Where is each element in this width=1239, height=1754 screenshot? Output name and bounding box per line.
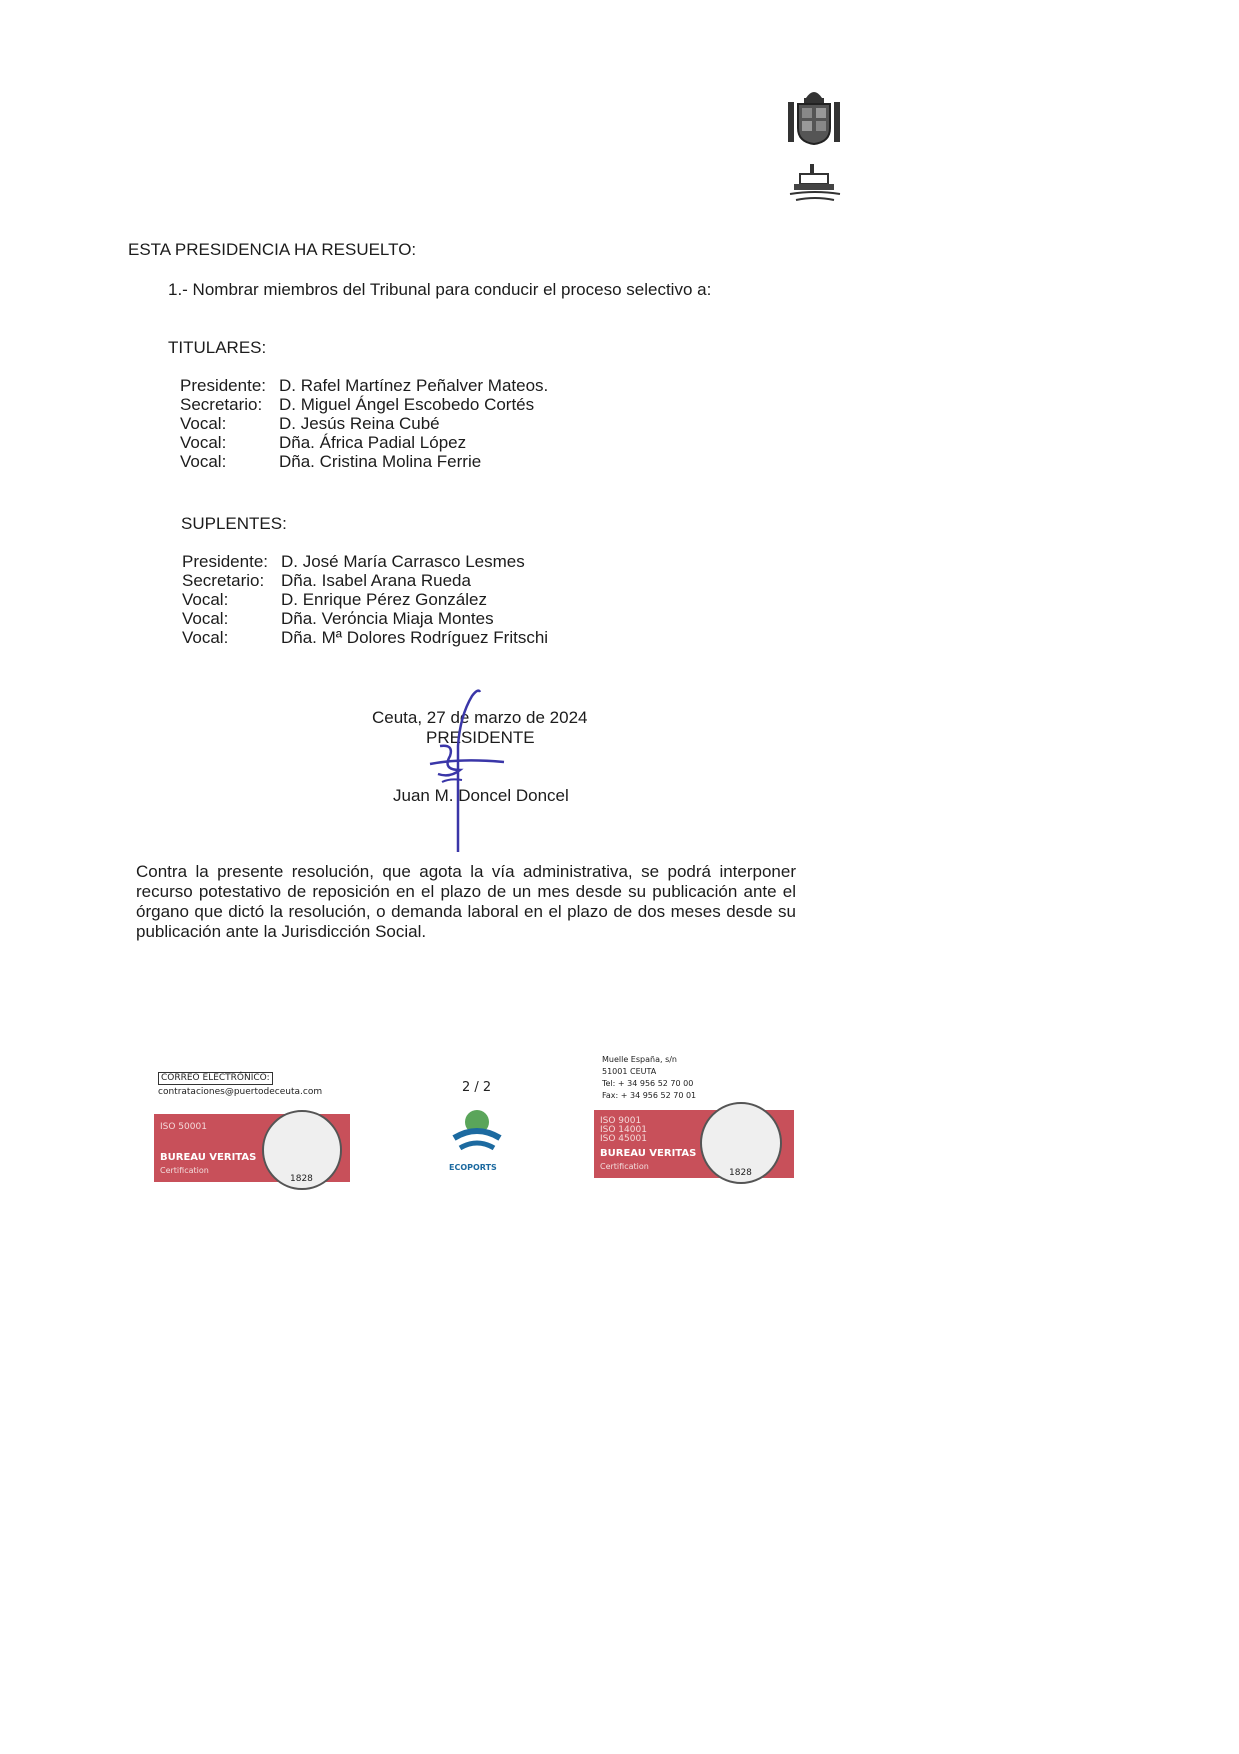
member-role: Vocal:	[182, 609, 229, 628]
member-role: Vocal:	[180, 452, 227, 471]
member-name: D. Rafel Martínez Peñalver Mateos.	[279, 376, 549, 395]
member-role: Secretario:	[182, 571, 265, 590]
signature-title: PRESIDENTE	[426, 728, 535, 747]
ecoports-logo-icon	[448, 1108, 506, 1162]
list-item	[182, 609, 602, 628]
handwritten-signature	[420, 686, 530, 856]
member-name: Dña. África Padial López	[279, 433, 467, 452]
ecoports-label: ECOPORTS	[449, 1163, 497, 1172]
member-role: Secretario:	[180, 395, 263, 414]
point-1-text: 1.- Nombrar miembros del Tribunal para conducir el proceso selectivo a:	[168, 280, 712, 299]
list-item	[182, 628, 602, 647]
list-item	[182, 571, 602, 590]
member-name: Dña. Isabel Arana Rueda	[281, 571, 471, 590]
email-label: CORREO ELECTRÓNICO:	[158, 1072, 273, 1085]
list-item	[180, 395, 600, 414]
cert-iso-label: ISO 50001	[160, 1122, 207, 1132]
list-item	[182, 590, 602, 609]
email-address: contrataciones@puertodeceuta.com	[158, 1087, 323, 1097]
cert-sub: Certification	[160, 1166, 209, 1175]
suplentes-heading: SUPLENTES:	[181, 514, 287, 533]
cert-sub: Certification	[600, 1162, 649, 1171]
member-role: Presidente:	[180, 376, 266, 395]
signature-name: Juan M. Doncel Doncel	[393, 786, 569, 805]
cert-name: BUREAU VERITAS	[600, 1148, 697, 1159]
member-name: D. Enrique Pérez González	[281, 590, 487, 609]
suplentes-list	[182, 552, 602, 652]
member-name: Dña. Verόncia Miaja Montes	[281, 609, 494, 628]
seal-year: 1828	[729, 1168, 752, 1178]
member-name: D. José María Carrasco Lesmes	[281, 552, 525, 571]
member-role: Vocal:	[182, 628, 229, 647]
seal-year: 1828	[290, 1174, 313, 1184]
address-fax: Fax: + 34 956 52 70 01	[602, 1091, 697, 1100]
legal-notice: Contra la presente resolución, que agota la vía administrativa, se podrá interponer recurso potestativo de reposición en el plazo de un mes desde su publicación ante el órgano que dictó la resolución, o demanda laboral en el plazo de dos meses desde su publicación ante la Jurisdicción Social.	[136, 862, 796, 941]
resolution-heading: ESTA PRESIDENCIA HA RESUELTO:	[128, 240, 417, 259]
list-item	[182, 552, 602, 571]
coat-of-arms-icon	[786, 86, 842, 148]
member-name: Dña. Mª Dolores Rodríguez Fritschi	[281, 628, 549, 647]
cert-iso-label: ISO 9001	[600, 1116, 642, 1126]
cert-iso-label: ISO 14001	[600, 1125, 647, 1135]
list-item	[180, 414, 600, 433]
cert-name: BUREAU VERITAS	[160, 1152, 257, 1163]
page-number: 2 / 2	[462, 1080, 492, 1095]
bureau-veritas-seal-icon	[700, 1102, 782, 1184]
member-role: Vocal:	[180, 433, 227, 452]
signature-place-date: Ceuta, 27 de marzo de 2024	[372, 708, 588, 727]
cert-iso-label: ISO 45001	[600, 1134, 647, 1144]
member-role: Vocal:	[182, 590, 229, 609]
address-tel: Tel: + 34 956 52 70 00	[602, 1079, 694, 1088]
member-role: Presidente:	[182, 552, 268, 571]
member-name: D. Miguel Ángel Escobedo Cortés	[279, 395, 535, 414]
address-line-2: 51001 CEUTA	[602, 1067, 657, 1076]
bureau-veritas-seal-icon	[262, 1110, 342, 1190]
list-item	[180, 452, 600, 471]
address-line-1: Muelle España, s/n	[602, 1055, 677, 1064]
titulares-heading: TITULARES:	[168, 338, 267, 357]
titulares-list	[180, 376, 600, 476]
list-item	[180, 433, 600, 452]
member-role: Vocal:	[180, 414, 227, 433]
member-name: Dña. Cristina Molina Ferrie	[279, 452, 482, 471]
list-item	[180, 376, 600, 395]
port-authority-logo	[788, 162, 842, 206]
member-name: D. Jesús Reina Cubé	[279, 414, 440, 433]
